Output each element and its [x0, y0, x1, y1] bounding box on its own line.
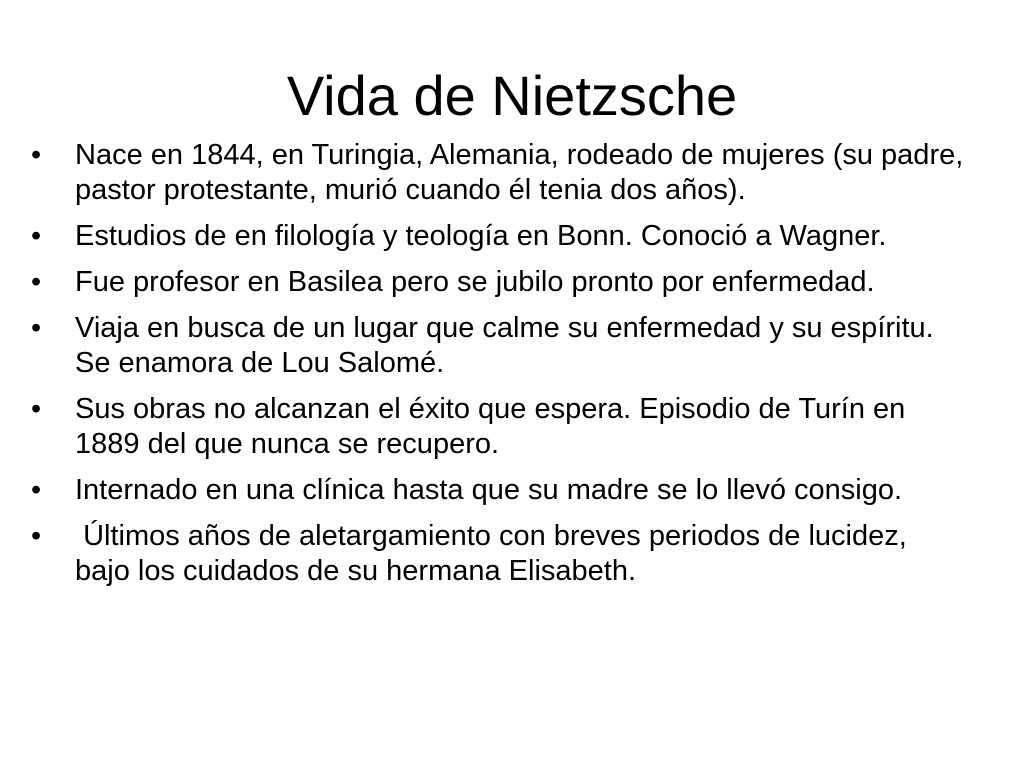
bullet-icon: • [31, 393, 42, 425]
bullet-item-1 [0, 138, 1024, 208]
bullet-text: Estudios de en filología y teología en Bonn. Conoció a Wagner. [75, 220, 887, 252]
bullet-text: Últimos años de aletargamiento con breves periodos de lucidez, bajo los cuidados de su hermana Elisabeth. [75, 520, 915, 587]
bullet-text: Nace en 1844, en Turingia, Alemania, rodeado de mujeres (su padre, pastor protestante, murió cuando él tenia dos años). [75, 139, 964, 206]
slide-title: Vida de Nietzsche [286, 64, 738, 127]
bullet-icon: • [31, 474, 42, 506]
bullet-text: Fue profesor en Basilea pero se jubilo pronto por enfermedad. [75, 266, 875, 298]
bullet-icon: • [31, 520, 42, 552]
bullet-item-2 [0, 219, 1024, 254]
bullet-icon: • [31, 220, 42, 252]
bullet-icon: • [31, 139, 42, 171]
bullet-text: Viaja en busca de un lugar que calme su enfermedad y su espíritu. Se enamora de Lou Salomé. [75, 312, 934, 379]
bullet-item-5 [0, 392, 1024, 462]
bullet-item-3 [0, 265, 1024, 300]
bullet-text: Sus obras no alcanzan el éxito que espera. Episodio de Turín en 1889 del que nunca se recupero. [75, 393, 906, 460]
bullet-item-7 [0, 519, 1024, 589]
bullet-icon: • [31, 312, 42, 344]
bullet-item-6 [0, 473, 1024, 508]
bullet-text: Internado en una clínica hasta que su madre se lo llevó consigo. [75, 474, 903, 506]
bullet-item-4 [0, 311, 1024, 381]
bullet-icon: • [31, 266, 42, 298]
bullet-list [0, 138, 1024, 600]
